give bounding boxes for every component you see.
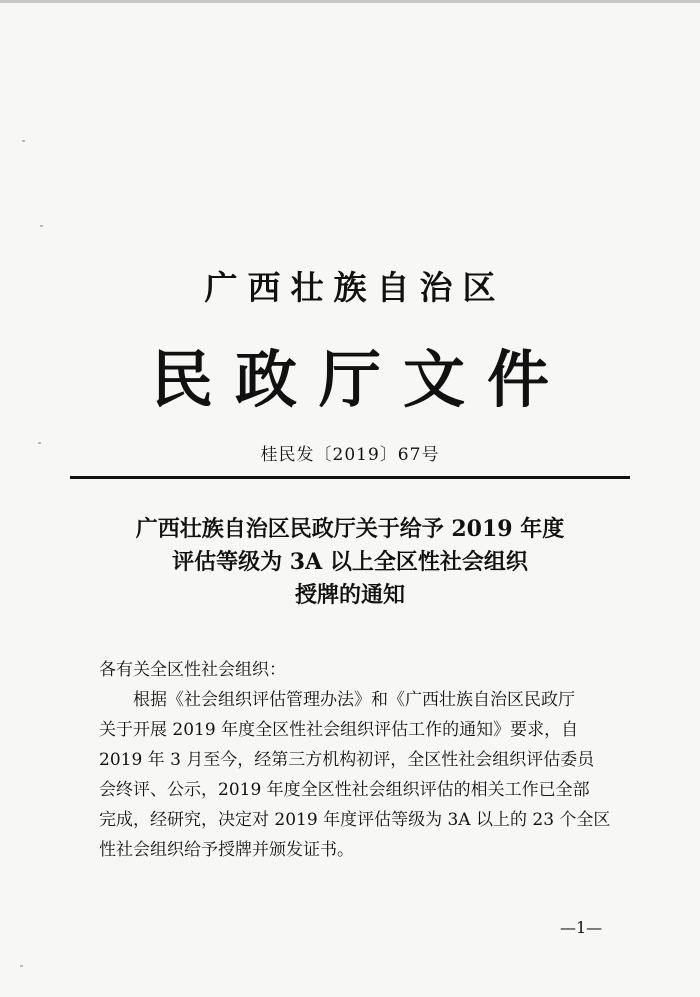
issuer-department: 民政厅文件: [150, 343, 571, 416]
page-number: —1—: [560, 918, 603, 937]
header-divider: [70, 476, 630, 479]
issuer-region: 广西壮族自治区: [204, 268, 506, 307]
scan-speck: [22, 140, 25, 142]
title-line: 评估等级为 3A 以上全区性社会组织: [172, 549, 528, 575]
salutation: 各有关全区性社会组织：: [99, 660, 286, 680]
scan-edge: [0, 0, 700, 3]
title-line: 广西壮族自治区民政厅关于给予 2019 年度: [135, 516, 565, 542]
paragraph-line: 会终评、公示，2019 年度全区性社会组织评估的相关工作已全部: [99, 780, 590, 800]
paragraph-line: 完成，经研究，决定对 2019 年度评估等级为 3A 以上的 23 个全区: [99, 810, 611, 830]
scan-speck: [38, 442, 41, 444]
document-body: [99, 655, 631, 865]
body-paragraph: [99, 685, 631, 865]
paragraph-line: 根据《社会组织评估管理办法》和《广西壮族自治区民政厅: [133, 690, 575, 710]
scan-speck: [40, 225, 43, 227]
title-line: 授牌的通知: [294, 582, 405, 608]
paragraph-line: 2019 年 3 月至今，经第三方机构初评，全区性社会组织评估委员: [99, 750, 595, 770]
scan-speck: [20, 965, 23, 967]
document-number: 桂民发〔2019〕67号: [260, 445, 440, 465]
paragraph-line: 性社会组织给予授牌并颁发证书。: [99, 840, 354, 860]
paragraph-line: 关于开展 2019 年度全区性社会组织评估工作的通知》要求，自: [99, 720, 579, 740]
document-title: [0, 513, 700, 612]
